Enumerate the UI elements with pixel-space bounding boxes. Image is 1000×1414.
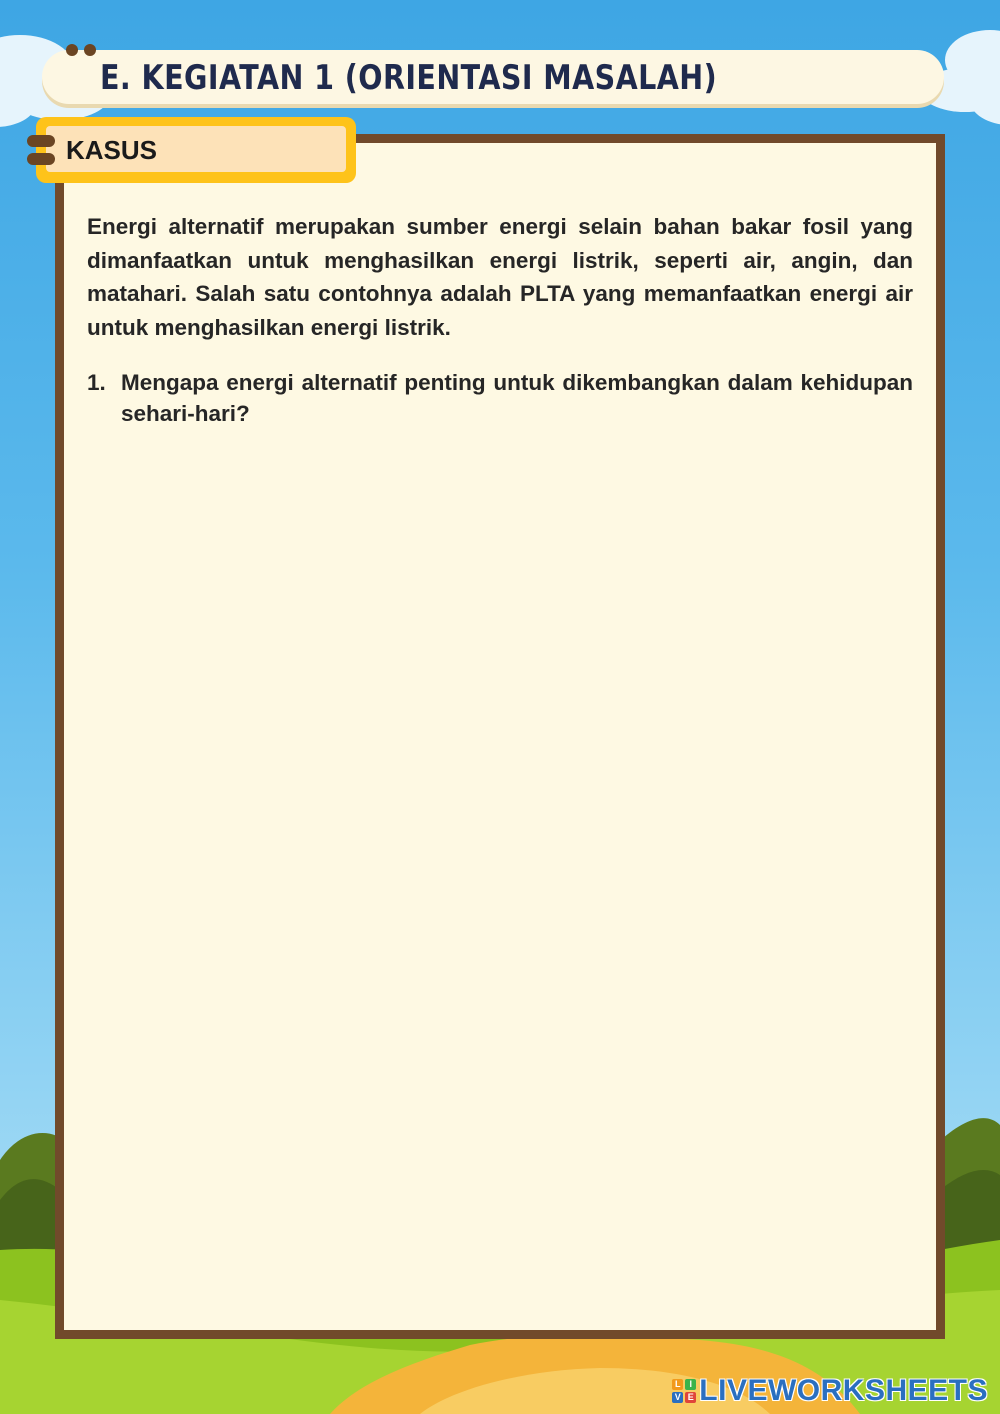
question-text: Mengapa energi alternatif penting untuk dikembangkan dalam kehidupan sehari-hari? <box>121 370 913 426</box>
logo-letter: I <box>685 1379 696 1390</box>
tab-bar-icon <box>27 153 55 165</box>
question-number: 1. <box>87 370 106 395</box>
title-dot-icon <box>66 44 78 56</box>
intro-paragraph: Energi alternatif merupakan sumber energi selain bahan bakar fosil yang dimanfaatkan untuk menghasilkan energi listrik, seperti air, angin, dan matahari. Salah satu contohnya adalah PLTA yang memanfaatkan energi air untuk menghasilkan energi listrik. <box>87 214 913 340</box>
question-item <box>87 367 913 429</box>
brand-watermark <box>672 1374 988 1408</box>
logo-letter: L <box>672 1379 683 1390</box>
title-dot-icon <box>84 44 96 56</box>
tab-bar-icon <box>27 135 55 147</box>
section-label: KASUS <box>66 135 158 165</box>
logo-letter: V <box>672 1392 683 1403</box>
logo-letter: E <box>685 1392 696 1403</box>
liveworksheets-logo-icon <box>672 1379 696 1403</box>
page-title: E. KEGIATAN 1 (ORIENTASI MASALAH) <box>100 58 718 98</box>
brand-name: LIVEWORKSHEETS <box>699 1374 988 1407</box>
